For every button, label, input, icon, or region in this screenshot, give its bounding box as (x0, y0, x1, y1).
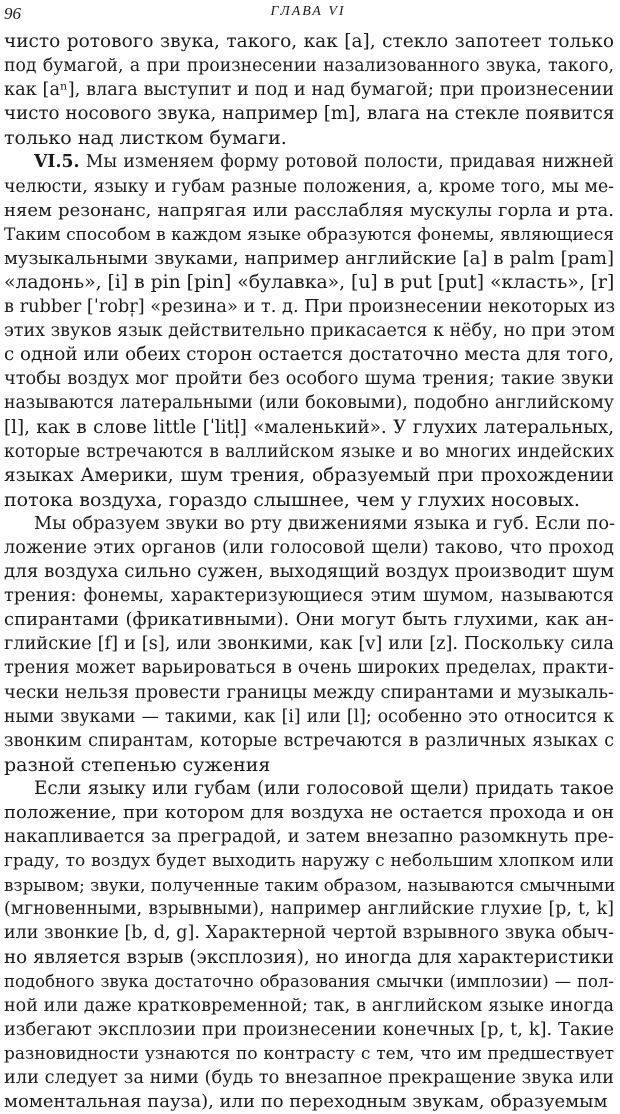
text-line: ными звуками — такими, как [i] или [l]; особенно это относится к (4, 706, 614, 727)
text-line: трения может варьироваться в очень широких пределах, практи- (4, 658, 614, 679)
text-line: музыкальными звуками, например английские [a] в palm [pam] (4, 247, 614, 269)
text-line: (мгновенными, взрывными), например английские глухие [p, t, k] (4, 899, 614, 920)
text-line: называются латеральными (или боковыми), подобно английскому (4, 393, 614, 414)
text-line: моментальная пауза), или по переходным звукам, образуемым (4, 1091, 608, 1113)
text-line: Таким способом в каждом языке образуются фонемы, являющиеся (4, 224, 614, 245)
text-line: взрывом; звуки, полученные таким образом, называются смычными (4, 875, 616, 896)
text-line: [l], как в слове little [ˈlitl̩] «маленький». У глухих латеральных, (4, 416, 614, 438)
text-line (4, 150, 614, 174)
paragraph (4, 512, 614, 777)
text-line: чисто носового звука, например [m], влага на стекле появится (4, 103, 615, 125)
text-line: или звонкие [b, d, g]. Характерной чертой взрывного звука обыч- (4, 923, 614, 944)
paragraph (4, 30, 614, 150)
text-line: чтобы воздух мог пройти без особого шума трения; такие звуки (4, 369, 614, 390)
text-line: подобного звука достаточно образования смычки (имплозии) — пол- (4, 971, 614, 991)
text-line: граду, то воздух будет выходить наружу с небольшим хлопком или (4, 851, 614, 872)
text-line: под бумагой, а при произнесении назализованного звука, такого, (4, 56, 614, 77)
text-line: трения: фонемы, характеризующиеся этим шумом, называются (4, 586, 614, 607)
text-line: звонким спирантам, которые встречаются в различных языках с (4, 730, 614, 751)
running-head: ГЛАВА VI (270, 4, 346, 19)
text-line: с одной или обеих сторон остается достаточно места для того, (4, 344, 614, 366)
paragraph (4, 777, 614, 1114)
line-text: Мы изменяем форму ротовой полости, придавая нижней (79, 152, 614, 173)
text-line: только над листком бумаги. (4, 127, 287, 150)
text-line: в rubber [ˈrobr̩] «резина» и т. д. При произнесении некоторых из (4, 297, 616, 318)
text-line: или следует за ними (будь то внезапное прекращение звука или (4, 1068, 614, 1089)
text-line: Если языку или губам (или голосовой щели) придать такое (34, 777, 614, 799)
text-line: чески нельзя провести границы между спирантами и музыкаль- (4, 682, 614, 703)
text-line: положение, при котором для воздуха не остается прохода и он (4, 802, 614, 823)
text-line: накапливается за преградой, и затем внезапно разомкнуть пре- (4, 827, 614, 848)
text-line: но является взрыв (эксплозия), но иногда для характеристики (4, 946, 614, 968)
text-line: как [aⁿ], влага выступит и под и над бумагой; при произнесении (4, 80, 614, 101)
text-line: ной или даже кратковременной; так, в английском языке иногда (4, 995, 614, 1016)
text-line: разновидности узнаются по контрасту с тем, что им предшествует (4, 1043, 614, 1064)
text-line: для воздуха сильно сужен, выходящий воздух производит шум (4, 561, 615, 583)
text-line: языках Америки, шум трения, образуемый при прохождении (4, 464, 614, 486)
text-line: глийские [f] и [s], или звонкими, как [v] или [z]. Поскольку сила (4, 634, 614, 655)
page-header (4, 4, 612, 30)
section-number: VI.5. (34, 152, 80, 173)
text-line: Мы образуем звуки во рту движениями языка и губ. Если по- (34, 513, 616, 534)
text-line: спирантами (фрикативными). Они могут быть глухими, как ан- (4, 609, 614, 631)
page-number: 96 (4, 4, 21, 23)
text-line: челюсти, языку и губам разные положения, а, кроме того, мы ме- (4, 176, 614, 197)
text-line: няем резонанс, напрягая или расслабляя мускулы горла и рта. (4, 199, 614, 221)
text-line: которые встречаются в валлийском языке и во многих индейских (4, 441, 614, 462)
text-line: этих звуков язык действительно прикасается к нёбу, но при этом (4, 321, 615, 342)
body-text (4, 30, 614, 1114)
text-line: «ладонь», [i] в pin [pin] «булавка», [u] в put [put] «класть», [r] (4, 271, 615, 293)
text-line: разной степенью сужения (4, 753, 271, 776)
paragraph (4, 150, 614, 511)
text-line: потока воздуха, гораздо слышнее, чем у глухих носовых. (4, 488, 580, 511)
text-line: избегают эксплозии при произнесении конечных [p, t, k]. Такие (4, 1019, 614, 1040)
text-line: ложение этих органов (или голосовой щели) таково, что проход (4, 537, 614, 558)
text-line: чисто ротового звука, такого, как [a], стекло запотеет только (4, 31, 614, 52)
